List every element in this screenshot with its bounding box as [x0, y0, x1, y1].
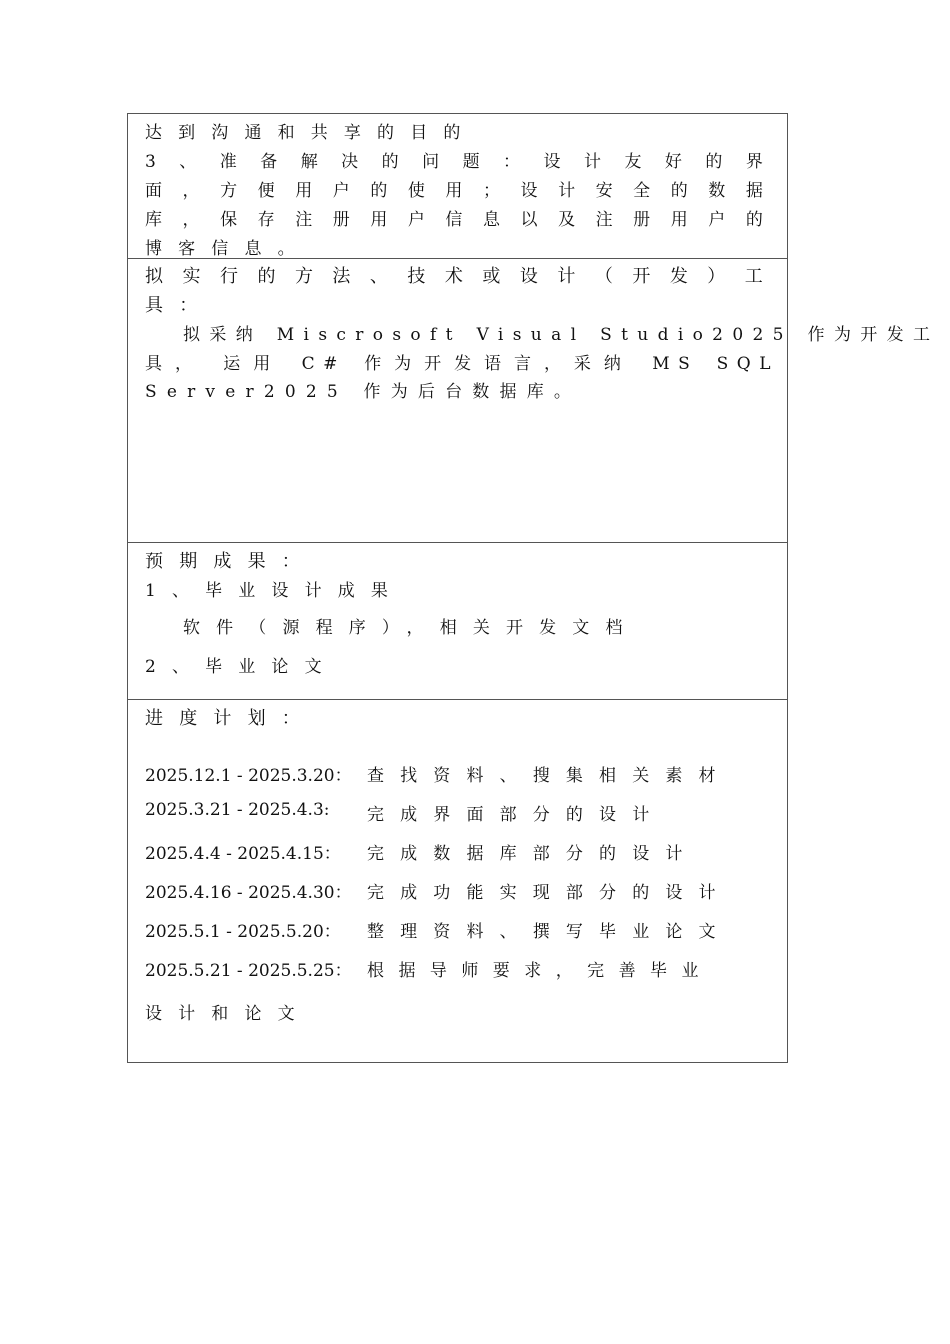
schedule-date: 2025.4.4 - 2025.4.15：: [145, 844, 341, 864]
schedule-date: 2025.4.16 - 2025.4.30：: [145, 883, 352, 903]
results-item: 2、毕业论文: [145, 657, 338, 677]
goals-line: 库，保存注册用户信息以及注册用户的: [145, 210, 779, 230]
goals-line: 达到沟通和共享的目的: [145, 123, 477, 143]
results-item: 1、毕业设计成果: [145, 581, 405, 601]
results-item-detail: 软件（源程序），相关开发文档: [183, 618, 639, 638]
results-heading: 预期成果：: [145, 551, 316, 572]
methods-cell: [128, 258, 940, 542]
proposal-table: [127, 113, 940, 1063]
schedule-task: 根据导师要求，完善毕业: [367, 961, 713, 981]
schedule-date: 2025.5.21 - 2025.5.25：: [145, 961, 352, 981]
schedule-task: 完成数据库部分的设计: [367, 844, 699, 864]
schedule-task: 完成界面部分的设计: [367, 805, 666, 825]
schedule-date: 2025.12.1 - 2025.3.20：: [145, 766, 352, 786]
goals-line: 3、准备解决的问题：设计友好的界: [145, 152, 779, 172]
goals-cell: [128, 114, 787, 258]
schedule-cell: [128, 699, 787, 1062]
methods-heading: 拟实行的方法、技术或设计（开发）工: [145, 266, 779, 287]
schedule-task: 完成功能实现部分的设计: [367, 883, 732, 903]
methods-body-line: Server2025 作为后台数据库。: [145, 382, 582, 402]
goals-line: 面，方便用户的使用；设计安全的数据: [145, 181, 779, 201]
schedule-heading: 进度计划：: [145, 708, 316, 729]
schedule-date: 2025.5.1 - 2025.5.20：: [145, 922, 341, 942]
schedule-task: 查找资料、搜集相关素材: [367, 766, 732, 786]
schedule-continuation: 设计和论文: [145, 1004, 311, 1024]
methods-heading-cont: 具：: [145, 295, 214, 316]
schedule-task: 整理资料、撰写毕业论文: [367, 922, 732, 942]
schedule-date: 2025.3.21 - 2025.4.3:: [145, 800, 330, 820]
results-cell: [128, 542, 787, 699]
methods-body-line: 具， 运用 C# 作为开发语言，采纳 MS SQL: [145, 354, 779, 374]
methods-body-line: 拟采纳 Miscrosoft Visual Studio2025 作为开发工: [183, 325, 940, 345]
goals-line: 博客信息。: [145, 239, 311, 259]
